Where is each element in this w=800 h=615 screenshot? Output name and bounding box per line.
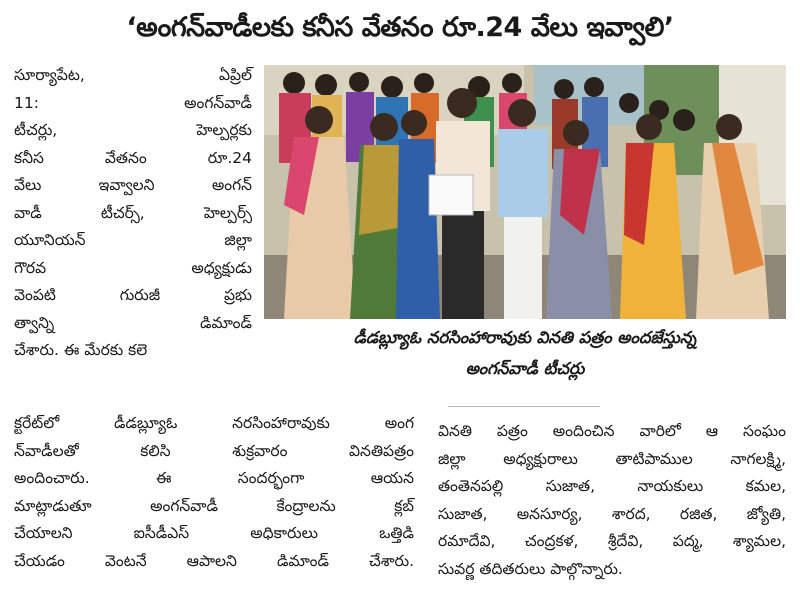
caption-line: అంగన్‌వాడీ టీచర్లు [465, 359, 585, 378]
article-line: టీచర్లు, హెల్పర్లకు [14, 121, 252, 139]
caption-divider [448, 406, 600, 407]
article-line: యూనియన్ జిల్లా [14, 231, 252, 249]
caption-line: డీడబ్ల్యూఓ నరసింహారావుకు వినతి పత్రం అందజేస్తున్న [353, 328, 697, 347]
article-line: అందించారు. ఈ సందర్భంగా ఆయన [14, 469, 414, 487]
article-line: న్‌వాడీలతో కలిసి శుక్రవారం వినతిపత్రం [14, 441, 414, 460]
article-line: వెంపటి గురుజీ ప్రభు [14, 286, 252, 304]
article-line: రమాదేవి, చంద్రకళ, శ్రీదేవి, పద్మ, శ్యామల, [438, 532, 786, 550]
article-line: త్వాన్ని డిమాండ్ [14, 313, 252, 332]
article-line: గౌరవ అధ్యక్షుడు [14, 258, 252, 277]
headline: ‘అంగన్‌వాడీలకు కనీస వేతనం రూ.24 వేలు ఇవ్వాలి’ [126, 12, 674, 43]
article-line: జిల్లా అధ్యక్షురాలు తాటిపాముల నాగలక్ష్మి, [438, 449, 786, 468]
article-line: సువర్ణ తదితరులు పాల్గొన్నారు. [438, 559, 623, 578]
article-line: వాడీ టీచర్స్, హెల్పర్స్ [14, 203, 252, 222]
article-line: వేలు ఇవ్వాలని అంగన్ [14, 176, 252, 194]
article-column-left-top [14, 62, 252, 365]
article-line: 11: అంగన్‌వాడీ [14, 93, 252, 112]
article-line: వినతి పత్రం అందించిన వారిలో ఆ సంఘం [438, 422, 786, 440]
article-line: మాట్లాడుతూ అంగన్‌వాడీ కేంద్రాలను క్లబ్ [14, 496, 414, 515]
article-column-left-bottom [14, 410, 414, 575]
article-column-right [438, 418, 786, 583]
news-photo [264, 65, 786, 319]
article-line: చేయాలని ఐసీడీఎస్ అధికారులు ఒత్తిడి [14, 524, 414, 542]
photo-caption [264, 322, 786, 384]
article-line: తంతెనపల్లి సుజాత, నాయకులు కమల, [438, 477, 786, 495]
article-line: క్టరేట్‌లో డీడబ్ల్యూఓ నరసింహారావుకు అంగ [14, 414, 414, 432]
article-line: కనీస వేతనం రూ.24 [14, 148, 252, 167]
article-line: చేయడం వెంటనే ఆపాలని డిమాండ్ చేశారు. [14, 551, 414, 570]
article-line: సుజాత, అనసూర్య, శారద, రజిత, జ్యోతి, [438, 504, 786, 523]
article-line: సూర్యాపేట, ఏప్రిల్ [14, 66, 252, 84]
article-line: చేశారు. ఈ మేరకు కలె [14, 341, 148, 359]
